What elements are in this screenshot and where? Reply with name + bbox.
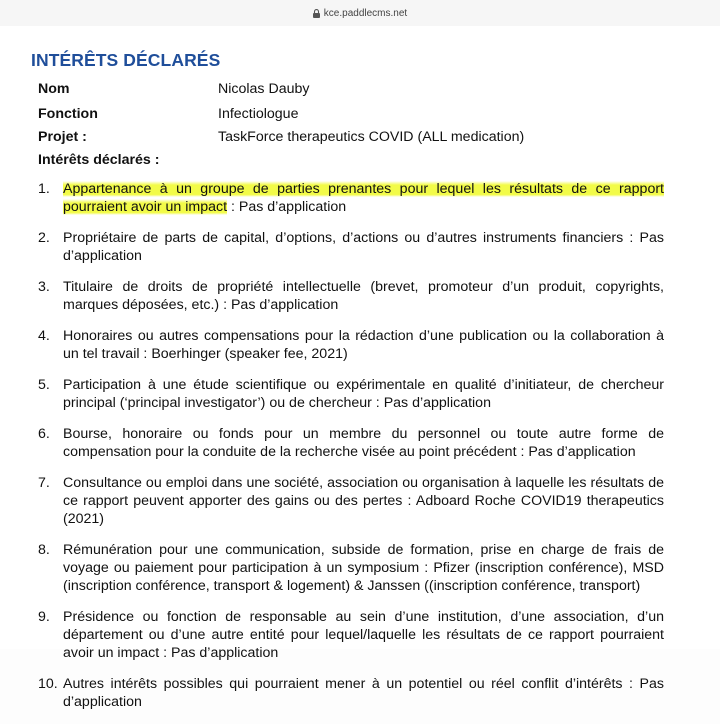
url-text: kce.paddlecms.net	[323, 7, 408, 19]
item-text	[63, 180, 664, 216]
item-number: 8.	[38, 542, 50, 558]
field-value: Nicolas Dauby	[218, 81, 310, 97]
interests-list	[38, 180, 664, 724]
browser-address-bar[interactable]	[0, 0, 720, 26]
field-label: Projet :	[38, 129, 87, 145]
item-text: Bourse, honoraire ou fonds pour un membre du personnel ou toute autre forme de compensation pour la conduite de la recherche visée au point précédent : Pas d’application	[63, 426, 664, 460]
item-number: 3.	[38, 279, 50, 295]
field-value: Infectiologue	[218, 106, 299, 122]
item-text: Autres intérêts possibles qui pourraient mener à un potentiel ou réel conflit d’intérêts : Pas d’application	[63, 676, 664, 710]
field-value: TaskForce therapeutics COVID (ALL medication)	[218, 129, 525, 145]
item-text: Titulaire de droits de propriété intellectuelle (brevet, promoteur d’un produit, copyrights, marques déposées, etc.) : Pas d’application	[63, 279, 664, 313]
list-item	[38, 376, 664, 412]
list-item	[38, 425, 664, 461]
interests-heading: Intérêts déclarés :	[38, 152, 160, 168]
item-text: Rémunération pour une communication, subside de formation, prise en charge de frais de voyage ou paiement pour participation à un symposium : Pfizer (inscription conférence), MSD (inscription conférence, transport & logement) & Janssen ((inscription conférence, transport)	[63, 542, 664, 594]
item-text: Participation à une étude scientifique ou expérimentale en qualité d’initiateur, de chercheur principal (‘principal investigator’) ou de chercheur : Pas d’application	[63, 377, 664, 411]
lock-icon	[313, 9, 320, 18]
document-page	[0, 26, 720, 710]
item-text: Propriétaire de parts de capital, d’options, d’actions ou d’autres instruments financiers : Pas d’application	[63, 230, 664, 264]
list-item	[38, 327, 664, 363]
list-item	[38, 474, 664, 528]
list-item	[38, 675, 664, 711]
item-number: 1.	[38, 181, 50, 197]
item-text: Honoraires ou autres compensations pour la rédaction d’une publication ou la collaboration à un tel travail : Boerhinger (speaker fee, 2021)	[63, 328, 664, 362]
item-number: 9.	[38, 609, 50, 625]
field-label: Fonction	[38, 106, 98, 122]
page-title: INTÉRÊTS DÉCLARÉS	[31, 50, 221, 70]
highlighted-text: Appartenance à un groupe de parties prenantes pour lequel les résultats de ce rapport pourraient avoir un impact	[63, 181, 664, 215]
list-item	[38, 180, 664, 216]
list-item	[38, 229, 664, 265]
item-number: 7.	[38, 475, 50, 491]
item-number: 4.	[38, 328, 50, 344]
item-text: Consultance ou emploi dans une société, association ou organisation à laquelle les résultats de ce rapport peuvent apporter des gains ou des pertes : Adboard Roche COVID19 therapeutics (2021)	[63, 475, 664, 527]
list-item	[38, 278, 664, 314]
field-label: Nom	[38, 81, 70, 97]
item-text-rest: : Pas d’application	[227, 199, 347, 215]
item-number: 2.	[38, 230, 50, 246]
list-item	[38, 541, 664, 595]
item-number: 10.	[38, 676, 58, 692]
item-number: 6.	[38, 426, 50, 442]
item-text: Présidence ou fonction de responsable au sein d’une institution, d’une association, d’un département ou d’une autre entité pour lequel/laquelle les résultats de ce rapport pourraient avoir un impact : Pas d’application	[63, 609, 664, 661]
item-number: 5.	[38, 377, 50, 393]
list-item	[38, 608, 664, 662]
